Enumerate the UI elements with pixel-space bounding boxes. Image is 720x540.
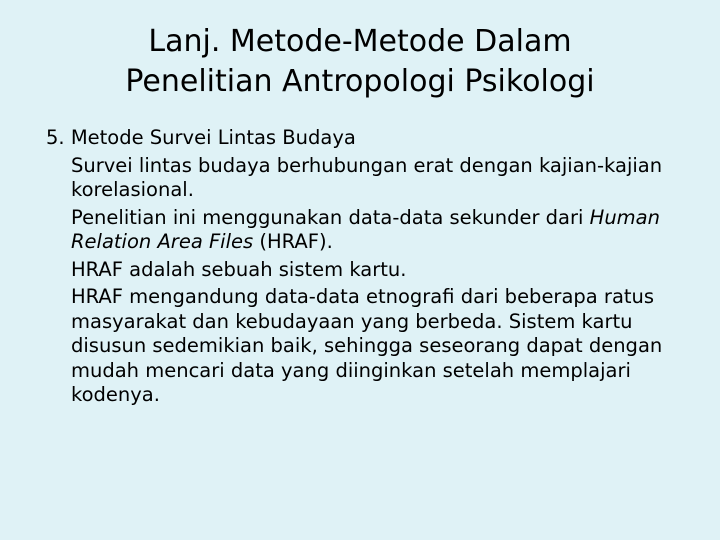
slide-title: [60, 22, 660, 102]
paragraph-3: HRAF adalah sebuah sistem kartu.: [71, 257, 407, 281]
paragraph-2: [46, 206, 686, 255]
paragraph-1: Survei lintas budaya berhubungan erat dengan kajian-kajian korelasional.: [71, 153, 663, 201]
slide-body: [46, 126, 686, 411]
item-heading-text: Metode Survei Lintas Budaya: [70, 126, 356, 149]
paragraph-2-after: (HRAF).: [253, 230, 333, 253]
paragraph-2-before: Penelitian ini menggunakan data-data sekunder dari: [71, 205, 590, 229]
title-line-2: Penelitian Antropologi Psikologi: [125, 64, 595, 99]
paragraph-4: HRAF mengandung data-data etnografi dari beberapa ratus masyarakat dan kebudayaan yang berbeda. Sistem kartu disusun sedemikian baik, sehingga seseorang dapat dengan mudah mencari data yang diinginkan setelah memplajari kodenya.: [71, 285, 663, 406]
title-line-1: Lanj. Metode-Metode Dalam: [148, 24, 572, 59]
list-item-heading: [46, 126, 686, 151]
paragraph-2-italic: Human Relation Area Files: [71, 205, 660, 253]
item-number: 5.: [46, 126, 65, 149]
